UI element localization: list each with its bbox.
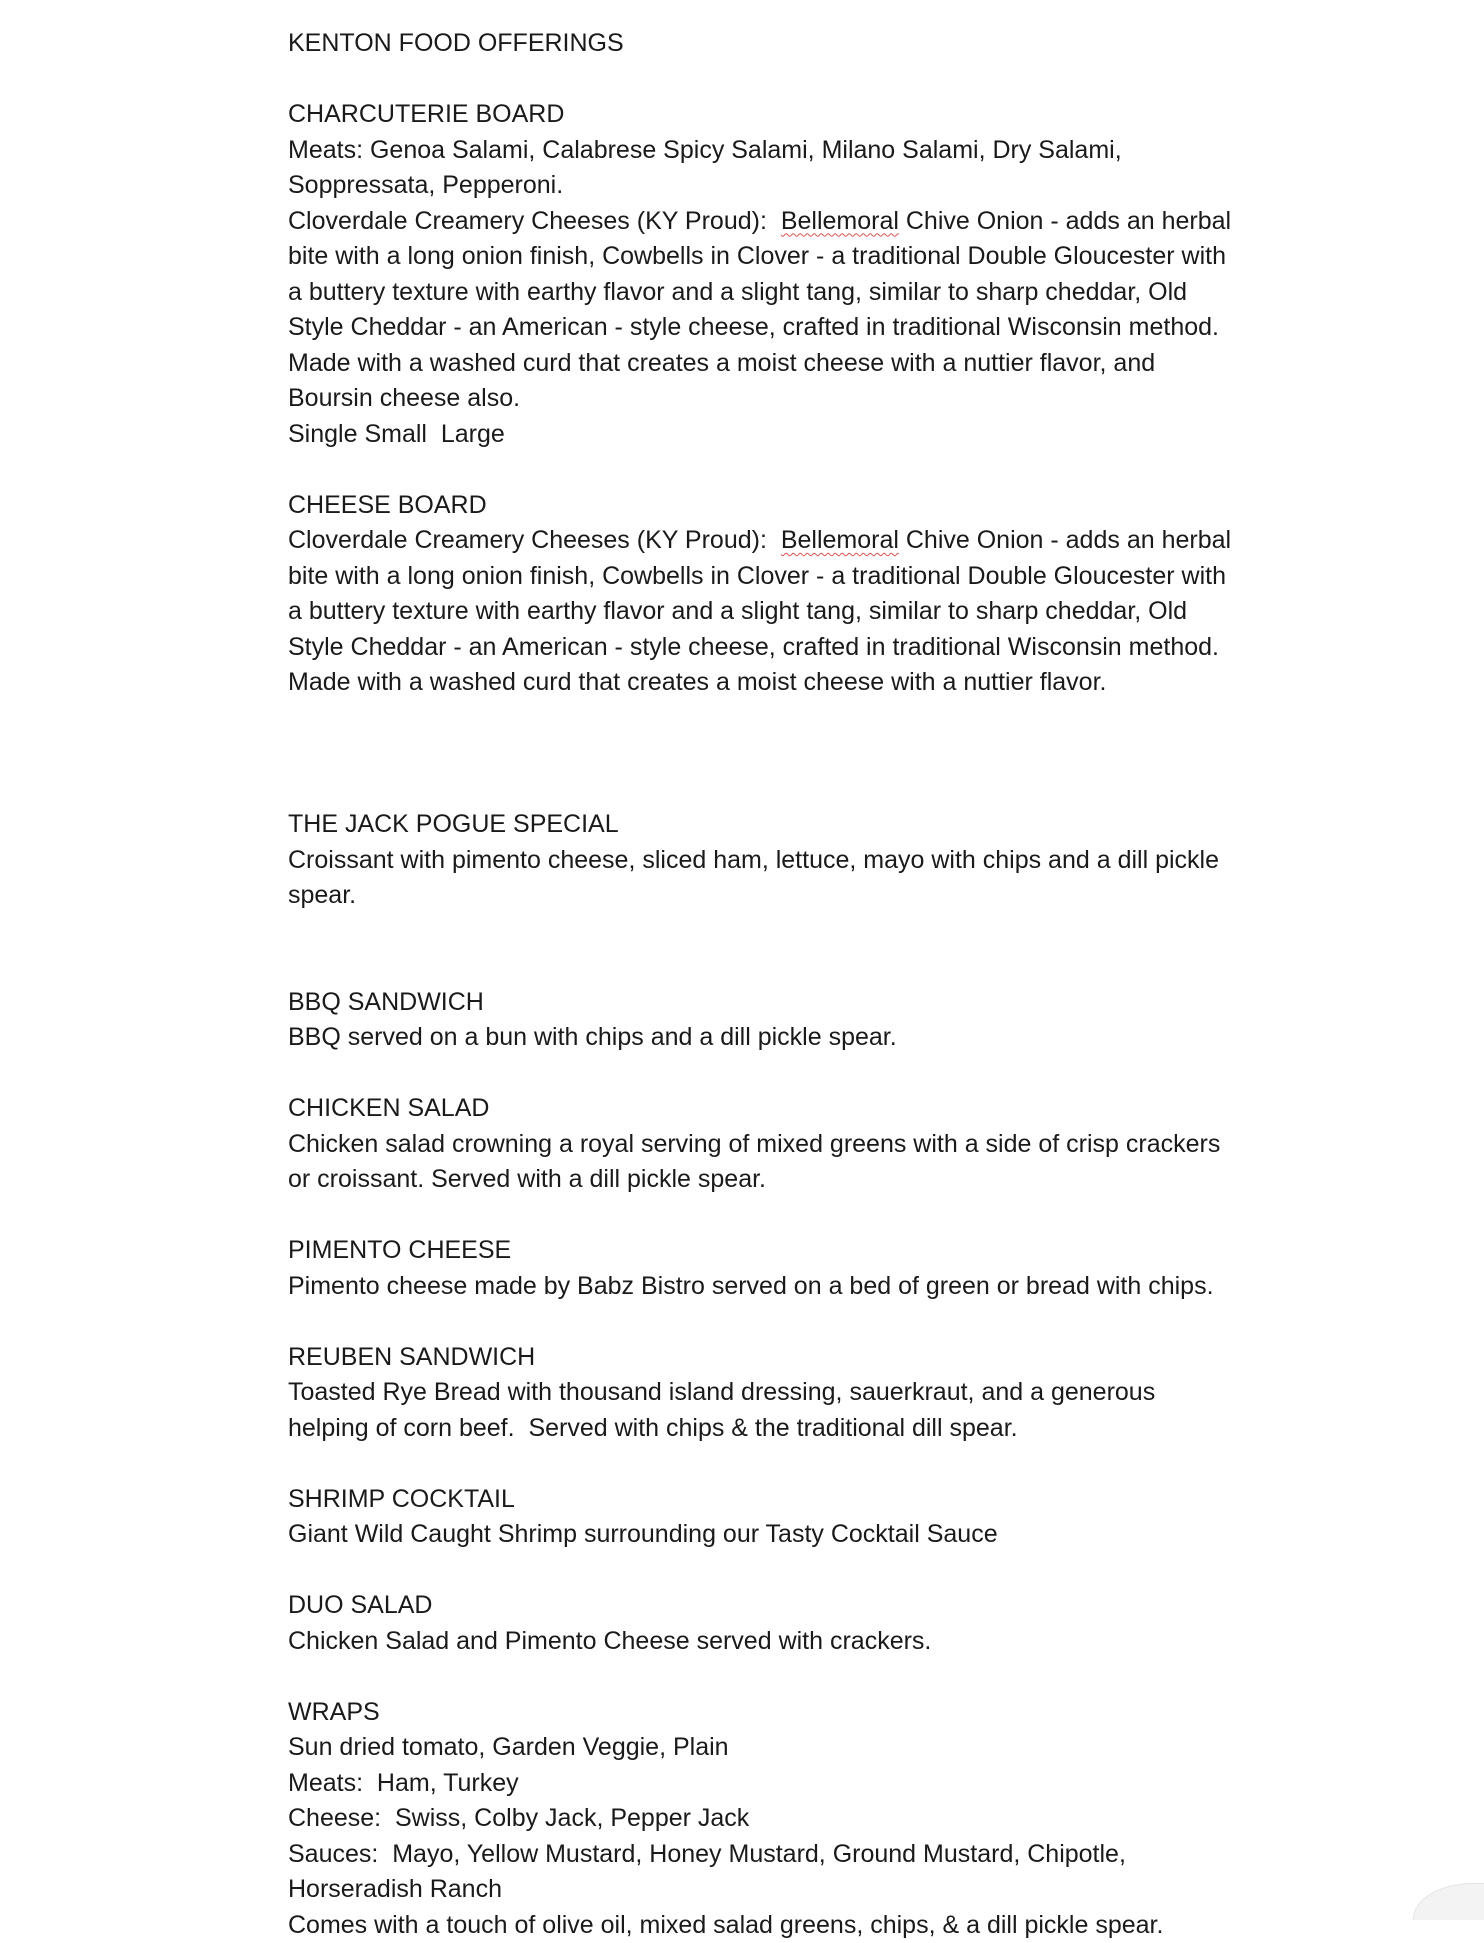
section-line: Chicken salad crowning a royal serving of mixed greens with a side of crisp crackers: [288, 1127, 1288, 1163]
section-heading-bbq-sandwich: BBQ SANDWICH: [288, 985, 1288, 1021]
section-line: Made with a washed curd that creates a moist cheese with a nuttier flavor, and: [288, 346, 1288, 382]
section-line: Single Small Large: [288, 417, 1288, 453]
section-line: helping of corn beef. Served with chips & the traditional dill spear.: [288, 1411, 1288, 1447]
section-heading-reuben-sandwich: REUBEN SANDWICH: [288, 1340, 1288, 1376]
spacer: [288, 1304, 1288, 1340]
section-line: Chicken Salad and Pimento Cheese served with crackers.: [288, 1624, 1288, 1660]
section-line: spear.: [288, 878, 1288, 914]
section-line: or croissant. Served with a dill pickle spear.: [288, 1162, 1288, 1198]
line-suffix: Chive Onion - adds an herbal: [899, 526, 1231, 554]
section-line: Giant Wild Caught Shrimp surrounding our Tasty Cocktail Sauce: [288, 1517, 1288, 1553]
spellcheck-flagged-word: Bellemoral: [781, 207, 899, 235]
section-line: Pimento cheese made by Babz Bistro served on a bed of green or bread with chips.: [288, 1269, 1288, 1305]
spacer: [288, 1659, 1288, 1695]
section-heading-duo-salad: DUO SALAD: [288, 1588, 1288, 1624]
section-line: a buttery texture with earthy flavor and a slight tang, similar to sharp cheddar, Old: [288, 594, 1288, 630]
line-prefix: Cloverdale Creamery Cheeses (KY Proud):: [288, 526, 781, 554]
section-heading-jack-pogue-special: THE JACK POGUE SPECIAL: [288, 807, 1288, 843]
section-line: Boursin cheese also.: [288, 381, 1288, 417]
spellcheck-flagged-word: Bellemoral: [781, 526, 899, 554]
spacer: [288, 914, 1288, 985]
section-line: Sauces: Mayo, Yellow Mustard, Honey Mustard, Ground Mustard, Chipotle,: [288, 1837, 1288, 1873]
line-suffix: Chive Onion - adds an herbal: [899, 207, 1231, 235]
section-heading-shrimp-cocktail: SHRIMP COCKTAIL: [288, 1482, 1288, 1518]
document-title: KENTON FOOD OFFERINGS: [288, 26, 1288, 62]
section-line: Comes with a touch of olive oil, mixed salad greens, chips, & a dill pickle spear.: [288, 1908, 1288, 1943]
section-heading-wraps: WRAPS: [288, 1695, 1288, 1731]
section-heading-cheese-board: CHEESE BOARD: [288, 488, 1288, 524]
spacer: [288, 1056, 1288, 1092]
page-corner-decoration: [1413, 1883, 1484, 1920]
section-line: Sun dried tomato, Garden Veggie, Plain: [288, 1730, 1288, 1766]
spacer: [288, 1553, 1288, 1589]
section-line: bite with a long onion finish, Cowbells in Clover - a traditional Double Gloucester with: [288, 239, 1288, 275]
section-line: Croissant with pimento cheese, sliced ham, lettuce, mayo with chips and a dill pickle: [288, 843, 1288, 879]
spacer: [288, 772, 1288, 808]
spacer: [288, 452, 1288, 488]
section-line: Meats: Genoa Salami, Calabrese Spicy Salami, Milano Salami, Dry Salami,: [288, 133, 1288, 169]
section-heading-chicken-salad: CHICKEN SALAD: [288, 1091, 1288, 1127]
spacer: [288, 1198, 1288, 1234]
section-line: Style Cheddar - an American - style cheese, crafted in traditional Wisconsin method.: [288, 310, 1288, 346]
section-heading-pimento-cheese: PIMENTO CHEESE: [288, 1233, 1288, 1269]
section-line: Made with a washed curd that creates a moist cheese with a nuttier flavor.: [288, 665, 1288, 701]
menu-document: [288, 26, 1288, 1943]
section-line: [288, 204, 1288, 240]
section-heading-charcuterie-board: CHARCUTERIE BOARD: [288, 97, 1288, 133]
section-line: Toasted Rye Bread with thousand island dressing, sauerkraut, and a generous: [288, 1375, 1288, 1411]
section-line: [288, 523, 1288, 559]
line-prefix: Cloverdale Creamery Cheeses (KY Proud):: [288, 207, 781, 235]
section-line: a buttery texture with earthy flavor and a slight tang, similar to sharp cheddar, Old: [288, 275, 1288, 311]
section-line: Soppressata, Pepperoni.: [288, 168, 1288, 204]
section-line: Style Cheddar - an American - style cheese, crafted in traditional Wisconsin method.: [288, 630, 1288, 666]
section-line: Meats: Ham, Turkey: [288, 1766, 1288, 1802]
section-line: Cheese: Swiss, Colby Jack, Pepper Jack: [288, 1801, 1288, 1837]
spacer: [288, 62, 1288, 98]
section-line: bite with a long onion finish, Cowbells in Clover - a traditional Double Gloucester with: [288, 559, 1288, 595]
spacer: [288, 1446, 1288, 1482]
section-line: BBQ served on a bun with chips and a dill pickle spear.: [288, 1020, 1288, 1056]
section-line: Horseradish Ranch: [288, 1872, 1288, 1908]
spacer: [288, 701, 1288, 772]
